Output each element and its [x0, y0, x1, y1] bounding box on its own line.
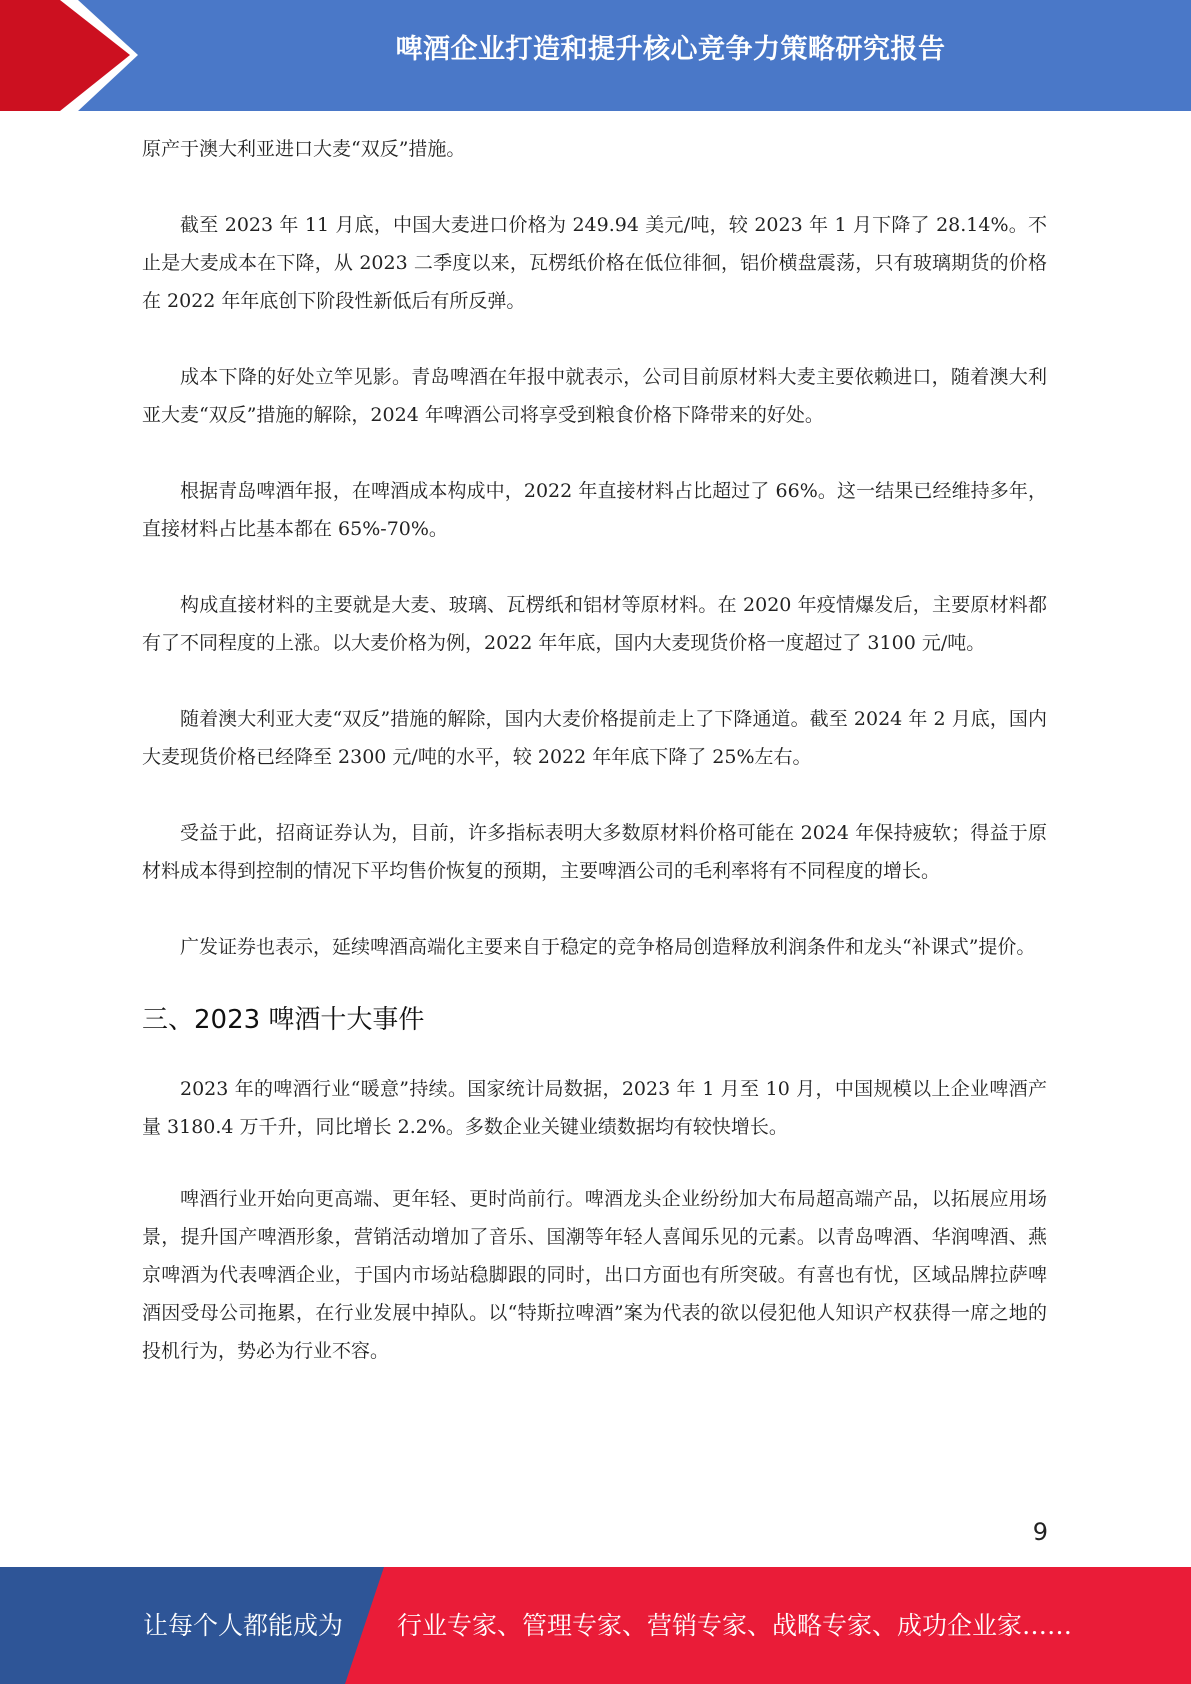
- page-body: [142, 130, 1047, 1370]
- page-header: [0, 0, 1191, 111]
- paragraph-barley-price: 截至 2023 年 11 月底，中国大麦进口价格为 249.94 美元/吨，较 2023 年 1 月下降了 28.14%。不止是大麦成本在下降，从 2023 二季度以来，瓦楞纸价格在低位徘徊，铝价横盘震荡，只有玻璃期货的价格在 2022 年年底创下阶段性新低后有所反弹。: [142, 214, 1047, 312]
- page-footer: [0, 1567, 1191, 1684]
- paragraph-domestic-barley: 随着澳大利亚大麦“双反”措施的解除，国内大麦价格提前走上了下降通道。截至 2024 年 2 月底，国内大麦现货价格已经降至 2300 元/吨的水平，较 2022 年年底下降了 25%左右。: [142, 708, 1047, 768]
- paragraph-gf-view: 广发证券也表示，延续啤酒高端化主要来自于稳定的竞争格局创造释放利润条件和龙头“补课式”提价。: [180, 936, 1036, 958]
- paragraph-cost-benefit: 成本下降的好处立竿见影。青岛啤酒在年报中就表示，公司目前原材料大麦主要依赖进口，随着澳大利亚大麦“双反”措施的解除，2024 年啤酒公司将享受到粮食价格下降带来的好处。: [142, 366, 1047, 426]
- footer-slogan-left: 让每个人都能成为: [143, 1611, 344, 1640]
- paragraph-cost-structure: 根据青岛啤酒年报，在啤酒成本构成中，2022 年直接材料占比超过了 66%。这一结果已经维持多年，直接材料占比基本都在 65%-70%。: [142, 480, 1047, 540]
- paragraph-cmsc-view: 受益于此，招商证券认为，目前，许多指标表明大多数原材料价格可能在 2024 年保持疲软；得益于原材料成本得到控制的情况下平均售价恢复的预期，主要啤酒公司的毛利率将有不同程度的增长。: [142, 822, 1047, 882]
- paragraph-industry-warmth: 2023 年的啤酒行业“暖意”持续。国家统计局数据，2023 年 1 月至 10 月，中国规模以上企业啤酒产量 3180.4 万千升，同比增长 2.2%。多数企业关键业绩数据均有较快增长。: [142, 1078, 1047, 1138]
- paragraph-continued: 原产于澳大利亚进口大麦“双反”措施。: [142, 138, 466, 160]
- paragraph-raw-materials: 构成直接材料的主要就是大麦、玻璃、瓦楞纸和铝材等原材料。在 2020 年疫情爆发后，主要原材料都有了不同程度的上涨。以大麦价格为例，2022 年年底，国内大麦现货价格一度超过了 3100 元/吨。: [142, 594, 1047, 654]
- footer-slogan-right: 行业专家、管理专家、营销专家、战略专家、成功企业家……: [397, 1611, 1073, 1640]
- paragraph-industry-trend: 啤酒行业开始向更高端、更年轻、更时尚前行。啤酒龙头企业纷纷加大布局超高端产品，以拓展应用场景，提升国产啤酒形象，营销活动增加了音乐、国潮等年轻人喜闻乐见的元素。以青岛啤酒、华润啤酒、燕京啤酒为代表啤酒企业，于国内市场站稳脚跟的同时，出口方面也有所突破。有喜也有忧，区域品牌拉萨啤酒因受母公司拖累，在行业发展中掉队。以“特斯拉啤酒”案为代表的欲以侵犯他人知识产权获得一席之地的投机行为，势必为行业不容。: [142, 1188, 1047, 1362]
- report-title: 啤酒企业打造和提升核心竞争力策略研究报告: [395, 34, 946, 65]
- page-number: 9: [1032, 1518, 1048, 1546]
- section-heading: 三、2023 啤酒十大事件: [142, 1005, 425, 1035]
